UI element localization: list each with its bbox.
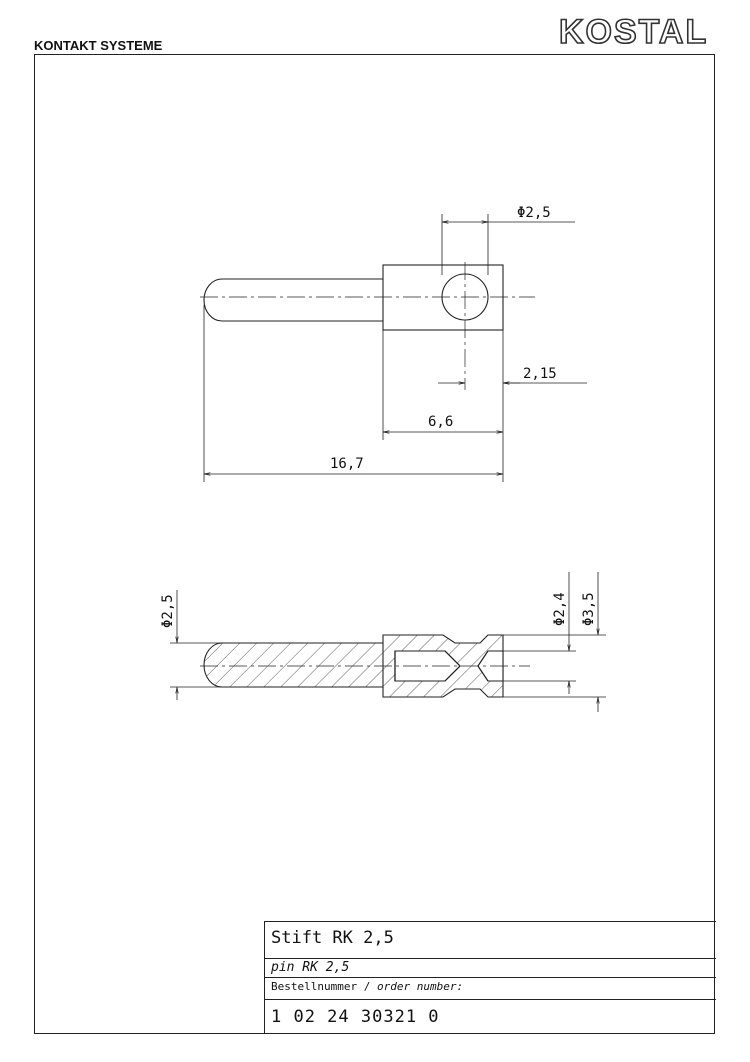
dim-hole-diameter [442, 214, 575, 275]
dim-shaft-diameter-label: Φ2,5 [160, 594, 176, 628]
dim-total-length-label: 16,7 [330, 456, 364, 472]
top-view [200, 262, 535, 390]
section-title: KONTAKT SYSTEME [34, 38, 163, 53]
part-title: Stift RK 2,5 [271, 928, 394, 948]
dim-bore-diameter [503, 572, 576, 694]
logo-text: KOSTAL [559, 14, 709, 48]
dim-hole-diameter-label: Φ2,5 [517, 205, 551, 221]
dim-hole-offset-label: 2,15 [523, 366, 557, 382]
section-shaft-hatched [204, 643, 383, 687]
top-view-shaft [204, 279, 383, 321]
part-title-english: pin RK 2,5 [265, 958, 716, 978]
order-label-en: order number: [376, 980, 464, 993]
order-label-de: Bestellnummer / [271, 980, 377, 993]
order-number-label [265, 978, 716, 1000]
section-view [200, 635, 530, 697]
dim-bore-diameter-label: Φ2,4 [552, 592, 568, 626]
dim-hole-offset [438, 330, 587, 392]
dim-head-length-label: 6,6 [428, 414, 454, 430]
top-view-head [383, 265, 503, 330]
dim-head-length [383, 330, 503, 482]
dim-outer-diameter-label: Φ3,5 [581, 592, 597, 626]
order-number: 1 02 24 30321 0 [271, 1007, 440, 1027]
title-block [264, 921, 716, 1034]
